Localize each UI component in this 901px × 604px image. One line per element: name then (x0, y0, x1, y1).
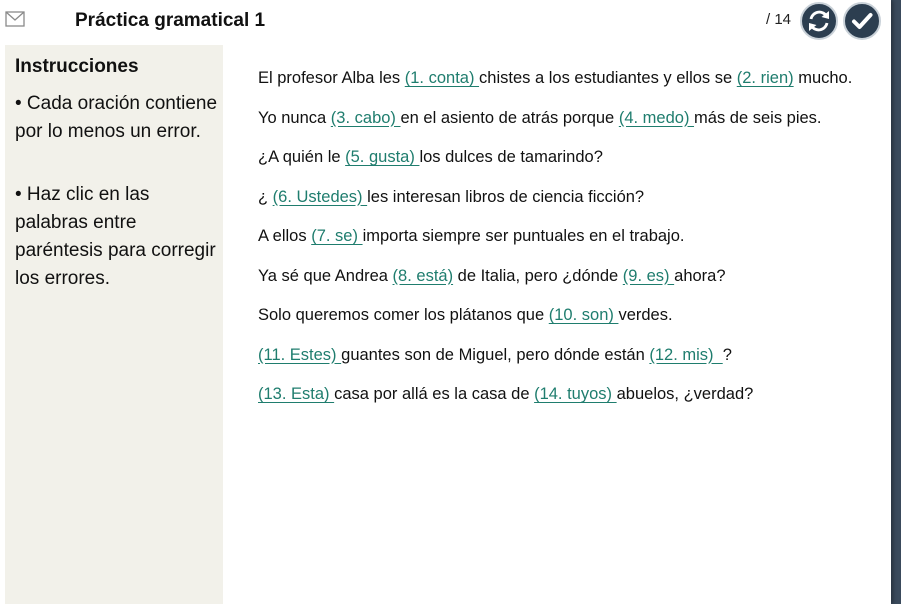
sentence-7 (258, 301, 878, 330)
sentence-2 (258, 104, 878, 133)
reset-button[interactable] (800, 2, 838, 40)
sentence-text: los dulces de tamarindo? (419, 148, 603, 166)
correction-link[interactable]: (5. gusta) (345, 148, 420, 166)
correction-link[interactable]: (7. se) (311, 227, 363, 245)
sentence-text: mucho. (793, 69, 853, 87)
submit-button[interactable] (843, 2, 881, 40)
correction-link[interactable]: (6. Ustedes) (272, 187, 368, 206)
instructions-heading: Instrucciones (15, 56, 139, 77)
sentence-text: El profesor Alba les (258, 69, 405, 87)
sentence-text: A ellos (258, 227, 312, 245)
sentence-text: importa siempre ser puntuales en el trabajo. (362, 227, 685, 245)
sentence-8 (258, 341, 878, 370)
sentence-text: ? (722, 345, 732, 364)
correction-link[interactable]: (12. mis) (649, 345, 723, 364)
sentence-text: ¿A quién le (258, 148, 346, 166)
instructions-panel (5, 45, 223, 604)
sentence-text: chistes a los estudiantes y ellos se (479, 69, 737, 87)
correction-link[interactable]: (3. cabo) (330, 108, 401, 127)
sentence-text: ¿ (258, 187, 273, 206)
instruction-item: • Haz clic en las palabras entre paréntesis para corregir los errores. (15, 184, 216, 289)
correction-link[interactable]: (8. está) (392, 266, 454, 285)
correction-link[interactable]: (1. conta) (404, 69, 480, 87)
sentence-text: más de seis pies. (694, 108, 822, 127)
sentence-text: en el asiento de atrás porque (400, 108, 619, 127)
instruction-item: • Cada oración contiene por lo menos un error. (15, 93, 218, 142)
correction-link[interactable]: (11. Estes) (258, 345, 342, 364)
correction-link[interactable]: (10. son) (548, 306, 619, 324)
sentence-9 (258, 380, 878, 409)
sentence-text: abuelos, ¿verdad? (616, 385, 754, 403)
exercise-sentences (258, 64, 878, 420)
page-title: Práctica gramatical 1 (75, 10, 266, 31)
sentence-text: Solo queremos comer los plátanos que (258, 306, 549, 324)
correction-link[interactable]: (4. medo) (618, 108, 695, 127)
sentence-text: verdes. (618, 306, 673, 324)
sentence-text: ahora? (674, 266, 726, 285)
sentence-5 (258, 222, 878, 251)
sentence-3 (258, 143, 878, 172)
question-count: / 14 (766, 11, 792, 28)
sentence-text: Ya sé que Andrea (258, 266, 393, 285)
sentence-text: de Italia, pero ¿dónde (453, 266, 623, 285)
sentence-text: guantes son de Miguel, pero dónde están (341, 345, 650, 364)
sentence-text: casa por allá es la casa de (334, 385, 535, 403)
sentence-6 (258, 262, 878, 291)
checkmark-icon (845, 4, 879, 38)
sentence-1 (258, 64, 878, 93)
refresh-icon (802, 4, 836, 38)
correction-link[interactable]: (14. tuyos) (534, 385, 617, 403)
sentence-text: les interesan libros de ciencia ficción? (367, 187, 645, 206)
correction-link[interactable]: (2. rien) (736, 69, 794, 87)
header-bar (0, 0, 891, 44)
envelope-icon[interactable] (5, 11, 25, 27)
correction-link[interactable]: (13. Esta) (258, 385, 335, 403)
sentence-4 (258, 183, 878, 212)
correction-link[interactable]: (9. es) (622, 266, 675, 285)
sentence-text: Yo nunca (258, 108, 331, 127)
